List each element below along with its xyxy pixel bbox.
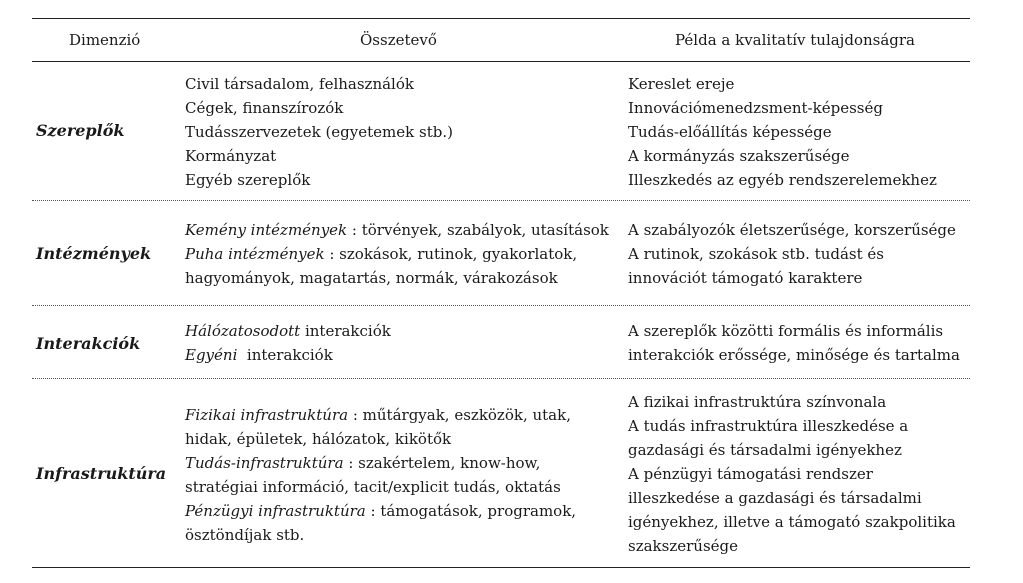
example-item: Kereslet ereje [628,75,735,93]
row-divider [32,305,970,306]
example-item: illeszkedése a gazdasági és társadalmi [628,489,922,507]
component-item: Kormányzat [185,147,277,165]
component-item: Fizikai infrastruktúra : műtárgyak, eszközök, utak, [185,406,571,424]
example-item: igényekhez, illetve a támogató szakpolitika [628,513,956,531]
component-item: Hálózatosodott interakciók [185,322,391,340]
example-item: A szabályozók életszerűsége, korszerűsége [628,221,956,239]
component-item: Egyéb szereplők [185,171,311,189]
component-item: Puha intézmények : szokások, rutinok, gyakorlatok, [185,245,578,263]
component-item: ösztöndíjak stb. [185,526,305,544]
component-item: hidak, épületek, hálózatok, kikötők [185,430,452,448]
header-bottom-rule [32,61,970,62]
row-components-actors [185,72,453,192]
example-item: A kormányzás szakszerűsége [628,147,850,165]
table-bottom-rule [32,567,970,568]
component-item: stratégiai információ, tacit/explicit tudás, oktatás [185,478,561,496]
component-item: Kemény intézmények : törvények, szabályok, utasítások [185,221,609,239]
header-dimension: Dimenzió [69,31,141,49]
row-components-institutions [185,218,609,290]
example-item: A rutinok, szokások stb. tudást és [628,245,884,263]
component-item: Civil társadalom, felhasználók [185,75,414,93]
row-dimension-institutions: Intézmények [36,244,152,263]
component-item: Tudásszervezetek (egyetemek stb.) [185,123,453,141]
row-dimension-interactions: Interakciók [36,334,141,353]
header-example: Példa a kvalitatív tulajdonságra [675,31,915,49]
row-components-infrastructure [185,403,576,547]
example-item: A fizikai infrastruktúra színvonala [628,393,887,411]
example-item: szakszerűsége [628,537,738,555]
row-dimension-actors: Szereplők [36,121,125,140]
example-item: Tudás-előállítás képessége [628,123,832,141]
row-examples-institutions [628,218,956,290]
table-top-rule [32,18,970,19]
row-divider [32,200,970,201]
example-item: A szereplők közötti formális és informális [628,322,944,340]
row-examples-actors [628,72,937,192]
row-divider [32,378,970,379]
component-item: Pénzügyi infrastruktúra : támogatások, programok, [185,502,577,520]
row-components-interactions [185,319,391,367]
example-item: Illeszkedés az egyéb rendszerelemekhez [628,171,937,189]
example-item: gazdasági és társadalmi igényekhez [628,441,902,459]
row-examples-infrastructure [628,390,956,558]
component-item: Tudás-infrastruktúra : szakértelem, know-how, [185,454,541,472]
component-item: Egyéni interakciók [185,346,333,364]
component-item: hagyományok, magatartás, normák, várakozások [185,269,558,287]
example-item: interakciók erőssége, minősége és tartalma [628,346,960,364]
example-item: innovációt támogató karaktere [628,269,863,287]
example-item: A pénzügyi támogatási rendszer [628,465,873,483]
row-dimension-infrastructure: Infrastruktúra [36,464,167,483]
header-component: Összetevő [360,31,437,49]
component-item: Cégek, finanszírozók [185,99,344,117]
example-item: Innovációmenedzsment-képesség [628,99,883,117]
example-item: A tudás infrastruktúra illeszkedése a [628,417,909,435]
row-examples-interactions [628,319,960,367]
